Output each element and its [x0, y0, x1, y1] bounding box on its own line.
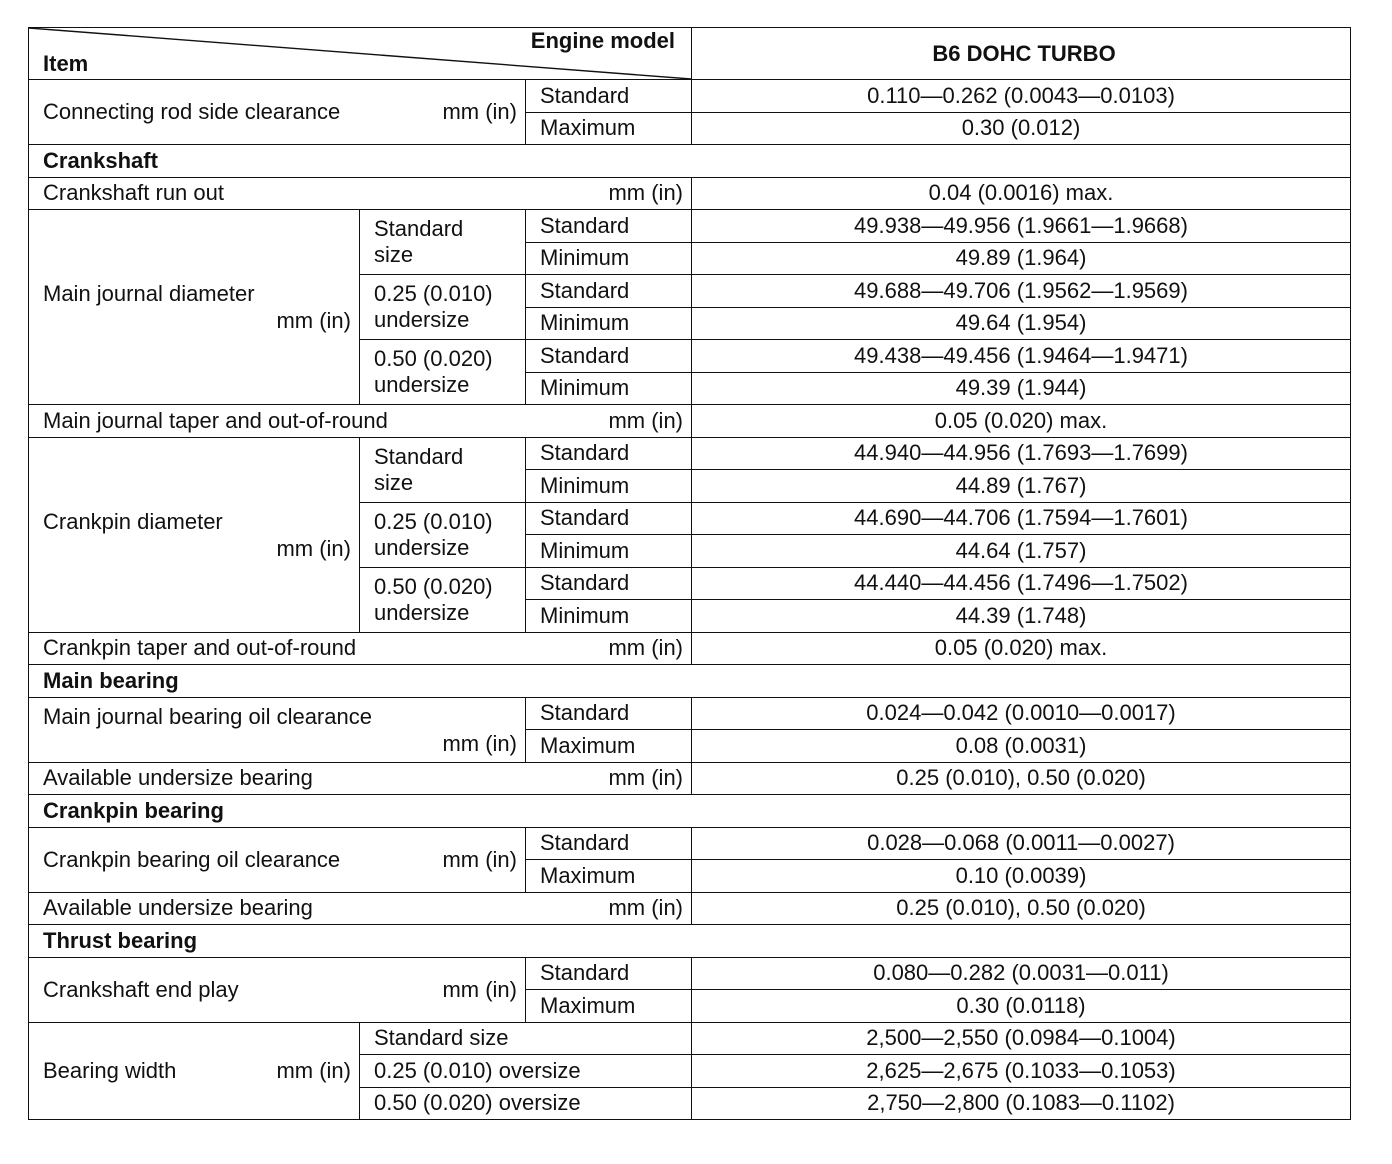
spec-table	[28, 27, 1351, 1120]
main-taper-label: Main journal taper and out-of-round	[43, 407, 388, 433]
pin-undersize-value: 0.25 (0.010), 0.50 (0.020)	[692, 892, 1351, 925]
table-row	[29, 697, 1351, 730]
bearing-width-label-cell	[29, 1022, 360, 1120]
unit-label: mm (in)	[608, 180, 684, 206]
value-cell: 2,500—2,550 (0.0984—0.1004)	[692, 1022, 1351, 1055]
unit-label: mm (in)	[442, 976, 517, 1002]
endplay-label: Crankshaft end play	[43, 976, 239, 1002]
size-line1: 0.50 (0.020)	[374, 346, 493, 371]
pin-oil-maximum-value: 0.10 (0.0039)	[692, 860, 1351, 893]
section-main-bearing: Main bearing	[29, 665, 1351, 698]
runout-value: 0.04 (0.0016) max.	[692, 177, 1351, 210]
size-line1: 0.25 (0.010)	[374, 508, 493, 534]
size-line1: Standard	[374, 216, 464, 241]
crankpin-label: Crankpin diameter	[43, 508, 223, 534]
bearing-width-size-label: 0.25 (0.010) oversize	[360, 1055, 692, 1088]
size-line1: Standard	[374, 443, 464, 469]
standard-label: Standard	[526, 210, 692, 243]
value-cell: 49.89 (1.964)	[692, 242, 1351, 275]
table-row	[29, 210, 1351, 243]
table-row	[29, 437, 1351, 470]
section-crankpin-bearing: Crankpin bearing	[29, 795, 1351, 828]
size-cell	[360, 567, 526, 632]
pin-oil-standard-value: 0.028—0.068 (0.0011—0.0027)	[692, 827, 1351, 860]
bearing-width-label: Bearing width	[43, 1057, 177, 1083]
main-journal-label-cell	[29, 210, 360, 405]
value-cell: 44.940—44.956 (1.7693—1.7699)	[692, 437, 1351, 470]
main-undersize-label-cell	[29, 762, 692, 795]
size-line2: undersize	[374, 534, 470, 560]
engine-model-label: Engine model	[530, 28, 676, 53]
value-cell: 2,750—2,800 (0.1083—0.1102)	[692, 1087, 1351, 1120]
unit-label: mm (in)	[608, 407, 684, 433]
section-row	[29, 665, 1351, 698]
value-cell: 44.440—44.456 (1.7496—1.7502)	[692, 567, 1351, 600]
table-row	[29, 892, 1351, 925]
endplay-label-cell	[29, 957, 526, 1022]
header-row	[29, 28, 1351, 80]
standard-label: Standard	[526, 80, 692, 113]
main-taper-label-cell	[29, 405, 692, 438]
pin-oil-label: Crankpin bearing oil clearance	[43, 846, 341, 872]
value-cell: 44.690—44.706 (1.7594—1.7601)	[692, 502, 1351, 535]
section-row	[29, 925, 1351, 958]
value-cell: 49.64 (1.954)	[692, 307, 1351, 340]
size-line2: size	[374, 242, 414, 267]
standard-label: Standard	[526, 827, 692, 860]
crankpin-taper-label: Crankpin taper and out-of-round	[43, 635, 357, 661]
unit-label: mm (in)	[608, 895, 684, 921]
bearing-width-size-label: 0.50 (0.020) oversize	[360, 1087, 692, 1120]
standard-label: Standard	[526, 275, 692, 308]
endplay-standard-value: 0.080—0.282 (0.0031—0.011)	[692, 957, 1351, 990]
conrod-label: Connecting rod side clearance	[43, 99, 341, 124]
size-cell	[360, 210, 526, 275]
maximum-label: Maximum	[526, 990, 692, 1023]
minimum-label: Minimum	[526, 535, 692, 568]
main-oil-label: Main journal bearing oil clearance	[43, 703, 372, 729]
unit-label: mm (in)	[608, 765, 684, 791]
main-taper-value: 0.05 (0.020) max.	[692, 405, 1351, 438]
main-oil-standard-value: 0.024—0.042 (0.0010—0.0017)	[692, 697, 1351, 730]
table-row	[29, 762, 1351, 795]
main-undersize-label: Available undersize bearing	[43, 765, 313, 791]
standard-label: Standard	[526, 502, 692, 535]
section-thrust-bearing: Thrust bearing	[29, 925, 1351, 958]
spec-table-wrapper	[28, 27, 1351, 1120]
size-cell	[360, 437, 526, 502]
maximum-label: Maximum	[526, 112, 692, 145]
main-undersize-value: 0.25 (0.010), 0.50 (0.020)	[692, 762, 1351, 795]
pin-oil-label-cell	[29, 827, 526, 892]
runout-label: Crankshaft run out	[43, 180, 224, 206]
size-line1: 0.25 (0.010)	[374, 281, 493, 306]
size-line2: undersize	[374, 372, 470, 397]
value-cell: 49.39 (1.944)	[692, 372, 1351, 405]
crankpin-taper-label-cell	[29, 632, 692, 665]
main-oil-label-cell	[29, 697, 526, 762]
unit-label: mm (in)	[442, 99, 517, 124]
crankpin-taper-value: 0.05 (0.020) max.	[692, 632, 1351, 665]
pin-undersize-label-cell	[29, 892, 692, 925]
minimum-label: Minimum	[526, 307, 692, 340]
standard-label: Standard	[526, 567, 692, 600]
section-row	[29, 795, 1351, 828]
value-cell: 2,625—2,675 (0.1033—0.1053)	[692, 1055, 1351, 1088]
size-line2: undersize	[374, 307, 470, 332]
standard-label: Standard	[526, 957, 692, 990]
table-row	[29, 827, 1351, 860]
table-row	[29, 80, 1351, 113]
value-cell: 49.438—49.456 (1.9464—1.9471)	[692, 340, 1351, 373]
size-line2: size	[374, 469, 414, 495]
section-crankshaft: Crankshaft	[29, 145, 1351, 178]
maximum-label: Maximum	[526, 860, 692, 893]
conrod-maximum-value: 0.30 (0.012)	[692, 112, 1351, 145]
maximum-label: Maximum	[526, 730, 692, 763]
table-row	[29, 177, 1351, 210]
standard-label: Standard	[526, 697, 692, 730]
value-cell: 44.89 (1.767)	[692, 470, 1351, 503]
engine-model-value: B6 DOHC TURBO	[692, 28, 1351, 80]
header-item-cell	[29, 28, 692, 80]
runout-label-cell	[29, 177, 692, 210]
table-row	[29, 957, 1351, 990]
minimum-label: Minimum	[526, 242, 692, 275]
size-cell	[360, 340, 526, 405]
section-row	[29, 145, 1351, 178]
minimum-label: Minimum	[526, 372, 692, 405]
minimum-label: Minimum	[526, 470, 692, 503]
value-cell: 44.64 (1.757)	[692, 535, 1351, 568]
standard-label: Standard	[526, 437, 692, 470]
size-cell	[360, 502, 526, 567]
unit-label: mm (in)	[276, 1057, 351, 1083]
size-line2: undersize	[374, 599, 470, 625]
unit-label: mm (in)	[442, 846, 517, 872]
main-journal-label: Main journal diameter	[43, 281, 255, 306]
minimum-label: Minimum	[526, 600, 692, 633]
item-label: Item	[43, 51, 89, 76]
unit-label: mm (in)	[608, 635, 684, 661]
standard-label: Standard	[526, 340, 692, 373]
main-oil-maximum-value: 0.08 (0.0031)	[692, 730, 1351, 763]
crankpin-label-cell	[29, 437, 360, 632]
size-line1: 0.50 (0.020)	[374, 573, 493, 599]
table-row	[29, 405, 1351, 438]
pin-undersize-label: Available undersize bearing	[43, 895, 313, 921]
value-cell: 49.938—49.956 (1.9661—1.9668)	[692, 210, 1351, 243]
value-cell: 44.39 (1.748)	[692, 600, 1351, 633]
table-row	[29, 1022, 1351, 1055]
endplay-maximum-value: 0.30 (0.0118)	[692, 990, 1351, 1023]
size-cell	[360, 275, 526, 340]
unit-label: mm (in)	[276, 535, 351, 561]
conrod-standard-value: 0.110—0.262 (0.0043—0.0103)	[692, 80, 1351, 113]
value-cell: 49.688—49.706 (1.9562—1.9569)	[692, 275, 1351, 308]
bearing-width-size-label: Standard size	[360, 1022, 692, 1055]
conrod-label-cell	[29, 80, 526, 145]
unit-label: mm (in)	[276, 308, 351, 333]
unit-label: mm (in)	[442, 730, 517, 756]
table-row	[29, 632, 1351, 665]
